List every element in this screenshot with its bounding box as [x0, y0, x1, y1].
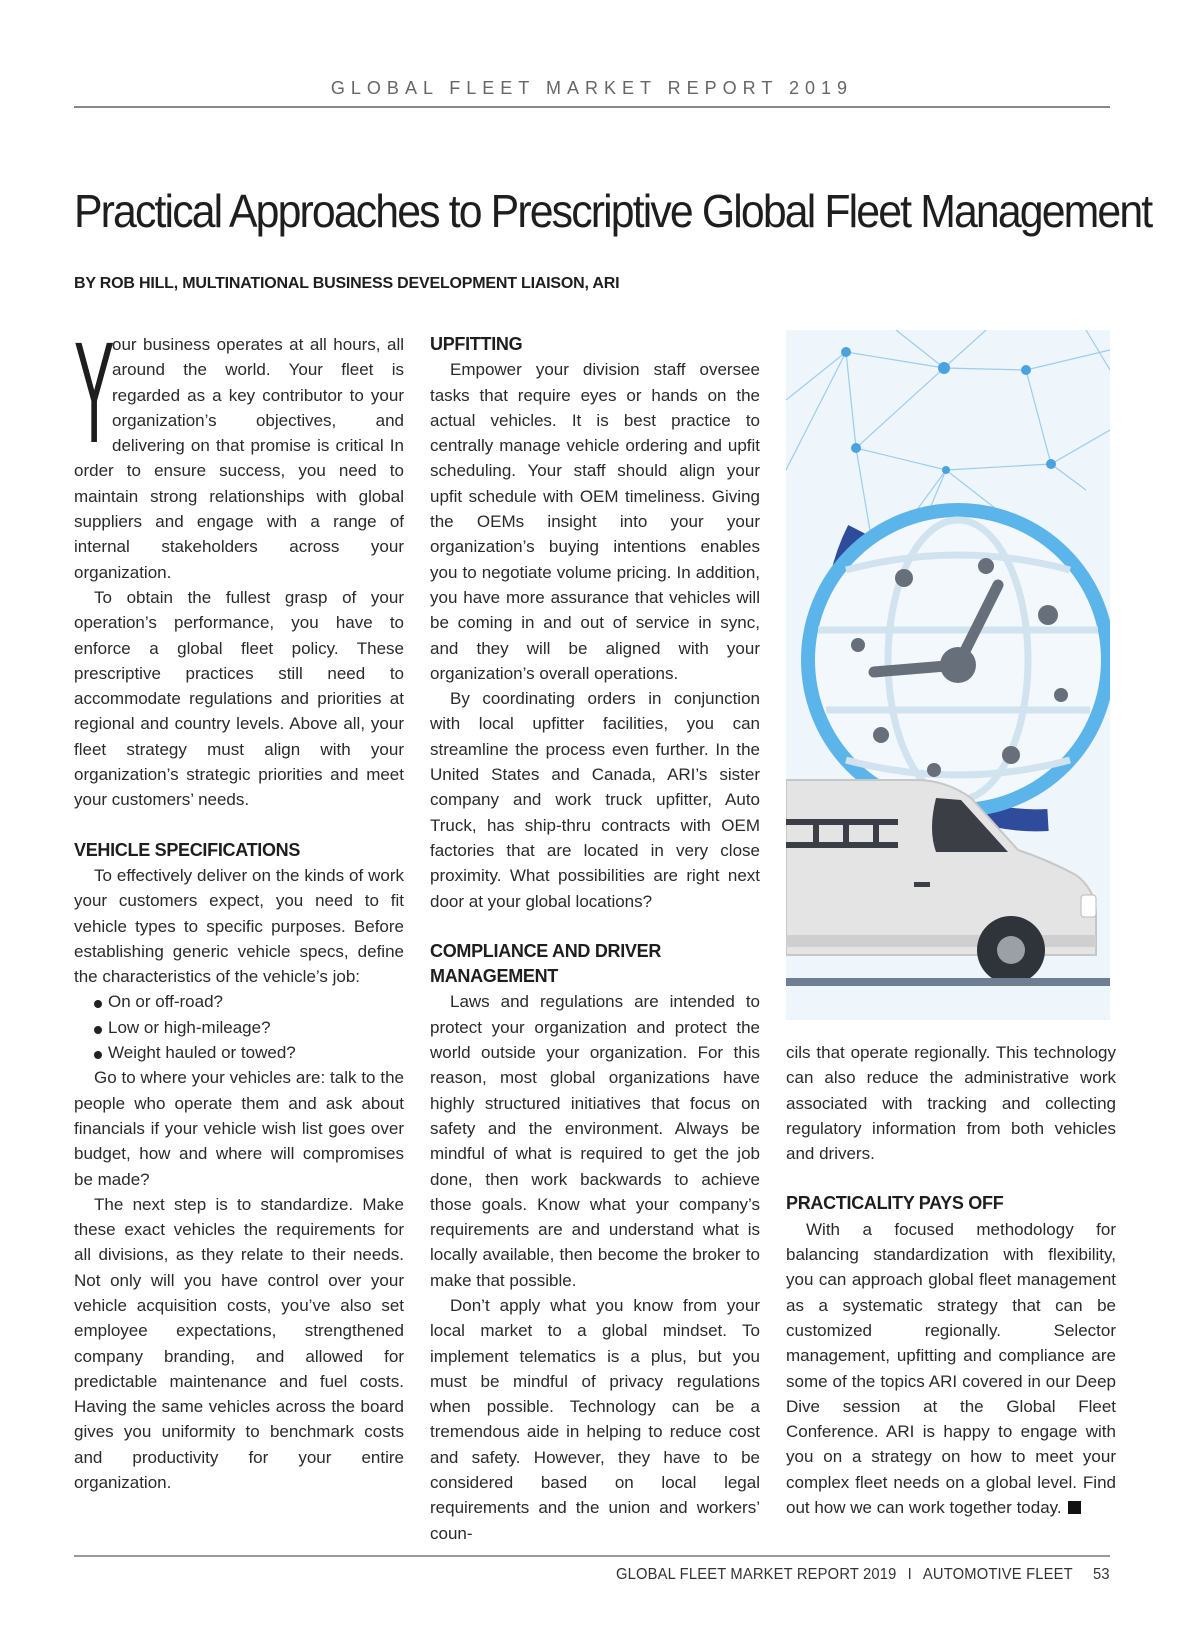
- page-number: 53: [1093, 1566, 1110, 1583]
- globe-clock-van-icon: [786, 330, 1110, 1020]
- bullet-item: Low or high-mileage?: [94, 1015, 404, 1040]
- paragraph: The next step is to standardize. Make these exact vehicles the requirements for all divisions, as they relate to their needs. Not only will you have control over your vehicle acquisition costs, you’ve also set employee expectations, strengthened company branding, and allowed for predictable maintenance and fuel costs. Having the same vehicles across the board gives you uniformity to benchmark costs and productivity for your entire organization.: [74, 1194, 404, 1493]
- footer-separator: I: [907, 1566, 913, 1583]
- footer-magazine: AUTOMOTIVE FLEET: [923, 1566, 1074, 1583]
- paragraph: Laws and regulations are intended to protect your organization and protect the world outside your organization. For this reason, most global organizations have highly structured initiatives that focus on safety and the environment. Always be mindful of what is required to get the job done, then work backwards to achieve those goals. Know what your company’s requirements are and understand what is locally available, then become the broker to make that possible.: [430, 992, 760, 1290]
- paragraph: Empower your division staff oversee tasks that require eyes or hands on the actual vehicles. It is best practice to centrally manage vehicle ordering and upfit scheduling. Your staff should align your upfit schedule with OEM timeliness. Giving the OEMs insight into your your organization’s buying intentions enables you to negotiate volume pricing. In addition, you have more assurance that vehicles will be coming in and out of service in sync, and they will be aligned with your organization’s overall operations.: [430, 360, 760, 683]
- bullet-item: On or off-road?: [94, 989, 404, 1014]
- paragraph: cils that operate regionally. This technology can also reduce the administrative work associated with tracking and collecting regulatory information from both vehicles and drivers.: [786, 1043, 1116, 1164]
- end-mark-icon: [1068, 1501, 1081, 1514]
- bullet-item: Weight hauled or towed?: [94, 1040, 404, 1065]
- paragraph: Go to where your vehicles are: talk to the people who operate them and ask about financials if your vehicle wish list goes over budget, how and where will compromises be made?: [74, 1068, 404, 1189]
- footer-publication: GLOBAL FLEET MARKET REPORT 2019: [616, 1566, 897, 1583]
- section-heading-practicality: PRACTICALITY PAYS OFF: [786, 1193, 1004, 1214]
- paragraph: By coordinating orders in conjunction with local upfitter facilities, you can streamline the process even further. In the United States and Canada, ARI’s sister company and work truck upfitter, Auto Truck, has ship-thru contracts with OEM factories that are located in very close proximity. What possibilities are right next door at your global locations?: [430, 689, 760, 911]
- final-text: With a focused methodology for balancing standardization with flexibility, you can approach global fleet management as a systematic strategy that can be customized regionally. Selector management, upfitting and compliance are some of the topics ARI covered in our Deep Dive session at the Global Fleet Conference. ARI is happy to engage with you on a strategy on how to meet your complex fleet needs on a global level. Find out how we can work together today.: [786, 1219, 1116, 1518]
- column-1: [74, 312, 404, 1495]
- footer-rule: [74, 1555, 1110, 1557]
- spacer: [786, 1166, 1116, 1191]
- paragraph: To obtain the fullest grasp of your operation’s performance, you have to enforce a global fleet policy. These prescriptive practices still need to accommodate regulations and priorities at regional and country levels. Above all, your fleet strategy must align with your organization’s strategic priorities and meet your customers’ needs.: [74, 587, 404, 810]
- header-rule: [74, 106, 1110, 108]
- fleet-illustration: [786, 330, 1110, 1020]
- drop-cap: Y: [74, 312, 115, 473]
- paragraph-final: [786, 1217, 1116, 1521]
- paragraph: Don’t apply what you know from your local market to a global mindset. To implement telematics is a plus, but you must be mindful of privacy regulations when possible. Technology can be a tremendous aide in helping to reduce cost and safety. However, they have to be considered based on local legal requirements and the union and workers’ coun-: [430, 1295, 760, 1543]
- byline: BY ROB HILL, MULTINATIONAL BUSINESS DEVELOPMENT LIAISON, ARI: [74, 275, 620, 292]
- column-2: [430, 332, 760, 1546]
- spacer: [430, 914, 760, 939]
- paragraph: our business operates at all hours, all around the world. Your fleet is regarded as a key contributor to your organization’s objectives, and delivering on that promise is critical In order to ensure success, you need to maintain strong relationships with global suppliers and engage with a range of internal stakeholders across your organization.: [74, 335, 404, 582]
- section-heading-compliance: COMPLIANCE AND DRIVER MANAGEMENT: [430, 940, 662, 987]
- spacer: [74, 813, 404, 838]
- page-footer: [616, 1566, 1110, 1584]
- paragraph: To effectively deliver on the kinds of work your customers expect, you need to fit vehicle types to specific purposes. Before establishing generic vehicle specs, define the characteristics of the vehicle’s job:: [74, 865, 404, 987]
- column-3: [786, 1040, 1116, 1520]
- article-title: Practical Approaches to Prescriptive Global Fleet Management: [74, 185, 1152, 237]
- running-head: GLOBAL FLEET MARKET REPORT 2019: [330, 78, 854, 98]
- section-heading-upfitting: UPFITTING: [430, 334, 523, 354]
- bullet-list: [74, 989, 404, 1065]
- section-heading-vehicle-specifications: VEHICLE SPECIFICATIONS: [74, 839, 301, 860]
